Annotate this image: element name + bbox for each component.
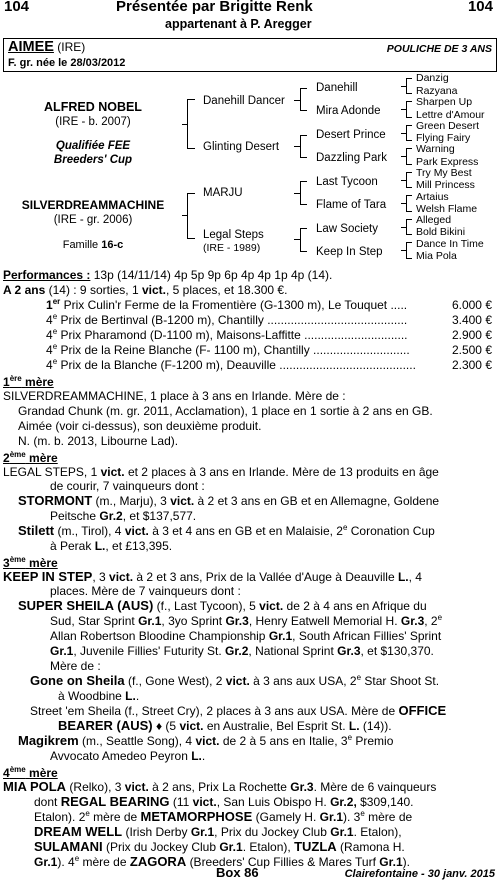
horse-name: AIMEE <box>8 39 54 55</box>
section-1ere-mere: 1ère mère <box>3 375 54 389</box>
gen4-16: Mia Pola <box>416 250 457 262</box>
gen4-11: Artaius <box>416 191 449 203</box>
gen4-7: Warning <box>416 143 455 155</box>
mere1-line2: Grandad Chunk (m. gr. 2011, Acclamation), 1 place en 1 sortie à 2 ans en GB. <box>18 404 433 418</box>
mere3-line2: places. Mère de 7 vainqueurs dont : <box>50 584 241 598</box>
mere3-line13: Avvocato Amedeo Peyron L.. <box>50 749 206 763</box>
race-3: 4e Prix Pharamond (D-1100 m), Maisons-Laffitte ............................... 2.900 € <box>46 328 492 342</box>
sire-note-1: Qualifiée FEE <box>55 140 131 152</box>
sire-note-2: Breeders' Cup <box>53 154 133 166</box>
gen3-4: Dazzling Park <box>316 152 387 164</box>
gen4-14: Bold Bikini <box>416 226 466 238</box>
mere4-line2: dont REGAL BEARING (11 vict., San Luis Obispo H. Gr.2, $309,140. <box>34 795 414 809</box>
horse-type: POULICHE DE 3 ANS <box>386 43 492 55</box>
page-title: Présentée par Brigitte Renk <box>116 0 313 15</box>
mere2-line3: STORMONT (m., Marju), 3 vict. à 2 et 3 ans en GB et en Allemagne, Goldene <box>18 494 440 508</box>
gen3-5: Last Tycoon <box>316 176 378 188</box>
performances-summary: A 2 ans (14) : 9 sorties, 1 vict., 5 places, et 18.300 €. <box>3 283 288 297</box>
gen3-1: Danehill <box>316 82 358 94</box>
mere1-line4: N. (m. b. 2013, Libourne Lad). <box>18 434 179 448</box>
gen4-8: Park Express <box>416 156 479 168</box>
race-1: 1er Prix Culin'r Ferme de la Fromentière (G-1300 m), Le Touquet ..... 6.000 € <box>46 298 492 312</box>
gen2-2: Glinting Desert <box>203 141 280 153</box>
mere1-line1: SILVERDREAMMACHINE, 1 place à 3 ans en Irlande. Mère de : <box>3 389 346 403</box>
mere4-line1: MIA POLA (Relko), 3 vict. à 2 ans, Prix La Rochette Gr.3. Mère de 6 vainqueurs <box>3 780 437 794</box>
gen4-2: Razyana <box>416 85 458 97</box>
gen4-9: Try My Best <box>416 167 472 179</box>
lot-number-right: 104 <box>467 0 493 15</box>
race-2: 4e Prix de Bertinval (B-1200 m), Chantilly .......................................... 3.400 € <box>46 313 492 327</box>
dam-famille: Famille 16-c <box>62 239 124 251</box>
mere3-line8: Gone on Sheila (f., Gone West), 2 vict. à 3 ans aux USA, 2e Star Shoot St. <box>30 674 440 688</box>
mere2-line4: Peitsche Gr.2, et $137,577. <box>50 509 197 523</box>
mere3-line5: Allan Robertson Bloodine Championship Gr.1, South African Fillies' Sprint <box>50 629 442 643</box>
gen4-1: Danzig <box>416 72 449 84</box>
mere3-line10: Street 'em Sheila (f., Street Cry), 2 places à 3 ans aux USA. Mère de OFFICE <box>30 704 447 718</box>
owner-line: appartenant à P. Aregger <box>165 17 312 31</box>
footer-box: Box 86 <box>216 865 259 880</box>
mere4-line6: Gr.1). 4e mère de ZAGORA (Breeders' Cup Fillies & Mares Turf Gr.1). <box>34 855 410 869</box>
footer-venue: Clairefontaine - 30 janv. 2015 <box>344 868 495 880</box>
gen2-3: MARJU <box>203 187 243 199</box>
gen3-8: Keep In Step <box>316 246 383 258</box>
mere3-line11: BEARER (AUS) ♦ (5 vict. en Australie, Bel Esprit St. L. (14)). <box>58 719 392 733</box>
mere2-line6: à Perak L., et £13,395. <box>50 539 173 553</box>
lot-number-left: 104 <box>4 0 30 15</box>
mere2-line5: Stilett (m., Tirol), 4 vict. à 3 et 4 ans en GB et en Malaisie, 2e Coronation Cup <box>18 524 435 538</box>
horse-name-line <box>8 40 85 54</box>
gen3-6: Flame of Tara <box>316 199 387 211</box>
mere3-line7: Mère de : <box>50 659 101 673</box>
section-4eme-mere: 4ème mère <box>3 766 58 780</box>
mere4-line3: Etalon). 2e mère de METAMORPHOSE (Gamely H. Gr.1). 3e mère de <box>34 810 413 824</box>
mere3-line1: KEEP IN STEP, 3 vict. à 2 et 3 ans, Prix de la Vallée d'Auge à Deauville L., 4 <box>3 570 422 584</box>
gen3-7: Law Society <box>316 223 379 235</box>
gen3-3: Desert Prince <box>316 129 386 141</box>
gen3-2: Mira Adonde <box>316 105 381 117</box>
section-2eme-mere: 2ème mère <box>3 451 58 465</box>
performances-line: Performances : 13p (14/11/14) 4p 5p 9p 6p 4p 4p 1p 4p (14). <box>3 268 333 282</box>
sire-detail: (IRE - b. 2007) <box>55 116 131 128</box>
mere3-line6: Gr.1, Juvenile Fillies' Futurity St. Gr.2, National Sprint Gr.3, et $130,370. <box>50 644 434 658</box>
dam-name: SILVERDREAMMACHINE <box>21 198 165 212</box>
horse-origin: (IRE) <box>57 40 86 54</box>
mere2-line1: LEGAL STEPS, 1 vict. et 2 places à 3 ans en Irlande. Mère de 13 produits en âge <box>3 465 439 479</box>
gen4-13: Alleged <box>416 214 452 226</box>
gen4-5: Green Desert <box>416 120 480 132</box>
gen2-4-note: (IRE - 1989) <box>203 242 261 254</box>
mere3-line4: Sud, Star Sprint Gr.1, 3yo Sprint Gr.3, Henry Eatwell Memorial H. Gr.3, 2e <box>50 614 443 628</box>
mere3-line9: à Woodbine L.. <box>58 689 140 703</box>
mere4-line4: DREAM WELL (Irish Derby Gr.1, Prix du Jockey Club Gr.1. Etalon), <box>34 825 402 839</box>
mere3-line12: Magikrem (m., Seattle Song), 4 vict. de 2 à 5 ans en Italie, 3e Premio <box>18 734 394 748</box>
mere4-line5: SULAMANI (Prix du Jockey Club Gr.1. Etalon), TUZLA (Ramona H. <box>34 840 405 854</box>
horse-birth: F. gr. née le 28/03/2012 <box>8 57 126 69</box>
horse-box <box>3 38 497 72</box>
gen4-3: Sharpen Up <box>416 96 473 108</box>
mere2-line2: de courir, 7 vainqueurs dont : <box>50 479 205 493</box>
section-3eme-mere: 3ème mère <box>3 556 58 570</box>
gen4-15: Dance In Time <box>416 238 484 250</box>
race-4: 4e Prix de la Reine Blanche (F- 1100 m), Chantilly ............................. 2.500 € <box>46 343 492 357</box>
mere1-line3: Aimée (voir ci-dessus), son deuxième produit. <box>18 419 262 433</box>
gen2-1: Danehill Dancer <box>203 95 285 107</box>
sire-name: ALFRED NOBEL <box>44 100 142 114</box>
race-5: 4e Prix de la Blanche (F-1200 m), Deauville ......................................... 2.300 € <box>46 358 492 372</box>
dam-detail: (IRE - gr. 2006) <box>53 214 133 226</box>
gen4-10: Mill Princess <box>416 179 475 191</box>
gen4-6: Flying Fairy <box>416 132 471 144</box>
gen2-4: Legal Steps <box>203 229 264 241</box>
gen4-12: Welsh Flame <box>416 203 478 215</box>
gen4-4: Lettre d'Amour <box>416 109 485 121</box>
mere3-line3: SUPER SHEILA (AUS) (f., Last Tycoon), 5 vict. de 2 à 4 ans en Afrique du <box>18 599 427 613</box>
